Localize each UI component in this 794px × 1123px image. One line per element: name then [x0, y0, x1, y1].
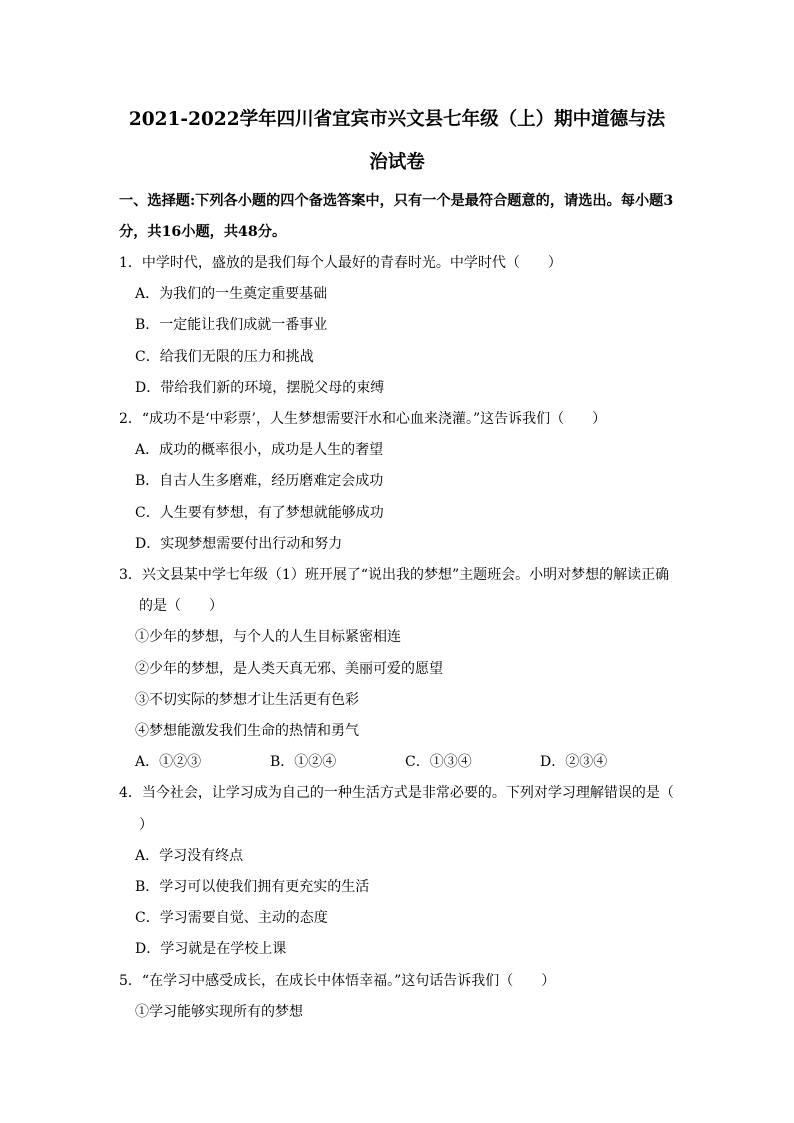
question-3: [119, 560, 675, 778]
question-3-statement-1: ①少年的梦想，与个人的人生目标紧密相连: [135, 629, 401, 646]
question-2-stem: 2．“成功不是‘中彩票’，人生梦想需要汗水和心血来浇灌。”这告诉我们（ ）: [119, 411, 607, 428]
question-4-option-b: B．学习可以使我们拥有更充实的生活: [135, 879, 370, 896]
section-heading-line1: 一、选择题:下列各小题的四个备选答案中，只有一个是最符合题意的，请选出。每小题3: [119, 193, 674, 209]
question-2: [119, 404, 675, 560]
question-2-option-a: A．成功的概率很小，成功是人生的奢望: [135, 442, 384, 459]
question-1-stem: 1．中学时代，盛放的是我们每个人最好的青春时光。中学时代（ ）: [119, 255, 562, 271]
question-1-option-a: A．为我们的一生奠定重要基础: [135, 286, 328, 303]
question-1-option-b: B．一定能让我们成就一番事业: [135, 317, 328, 334]
section-heading-line2: 分，共16小题，共48分。: [119, 224, 287, 240]
question-5: [119, 966, 675, 1028]
exam-title-line2: 治试卷: [369, 152, 425, 173]
question-4-option-c: C．学习需要自觉、主动的态度: [135, 910, 328, 927]
question-4-option-a: A．学习没有终点: [135, 847, 244, 864]
question-1: [119, 248, 675, 404]
question-2-option-b: B．自古人生多磨难，经历磨难定会成功: [135, 473, 384, 490]
question-5-stem: 5．“在学习中感受成长，在成长中体悟幸福。”这句话告诉我们（ ）: [119, 972, 556, 989]
question-3-option-c: C．①③④: [405, 754, 472, 771]
question-3-statement-2: ②少年的梦想，是人类天真无邪、美丽可爱的愿望: [135, 660, 443, 677]
question-3-options: [119, 747, 675, 778]
question-3-statement-4: ④梦想能激发我们生命的热情和勇气: [135, 723, 359, 740]
question-1-option-c: C．给我们无限的压力和挑战: [135, 348, 314, 365]
question-2-option-c: C．人生要有梦想，有了梦想就能够成功: [135, 504, 384, 521]
question-4-option-d: D．学习就是在学校上课: [135, 941, 287, 958]
question-2-option-d: D．实现梦想需要付出行动和努力: [135, 535, 343, 552]
exam-title: [119, 0, 675, 184]
question-4-stem-line2: ）: [139, 816, 153, 833]
exam-title-line1: 2021-2022学年四川省宜宾市兴文县七年级（上）期中道德与法: [128, 109, 666, 130]
question-1-option-d: D．带给我们新的环境，摆脱父母的束缚: [135, 379, 385, 396]
question-3-option-b: B．①②④: [270, 754, 337, 771]
question-3-option-d: D．②③④: [540, 754, 608, 771]
question-3-option-a: A．①②③: [135, 754, 202, 771]
question-3-stem-line1: 3．兴文县某中学七年级（1）班开展了“说出我的梦想”主题班会。小明对梦想的解读正确: [119, 567, 670, 584]
question-3-stem-line2: 的是（ ）: [139, 598, 223, 615]
question-3-statement-3: ③不切实际的梦想才让生活更有色彩: [135, 691, 359, 708]
question-4: [119, 778, 675, 965]
question-4-stem-line1: 4．当今社会，让学习成为自己的一种生活方式是非常必要的。下列对学习理解错误的是（: [119, 785, 674, 802]
question-5-statement-1: ①学习能够实现所有的梦想: [135, 1003, 303, 1020]
section-heading: [119, 186, 675, 248]
